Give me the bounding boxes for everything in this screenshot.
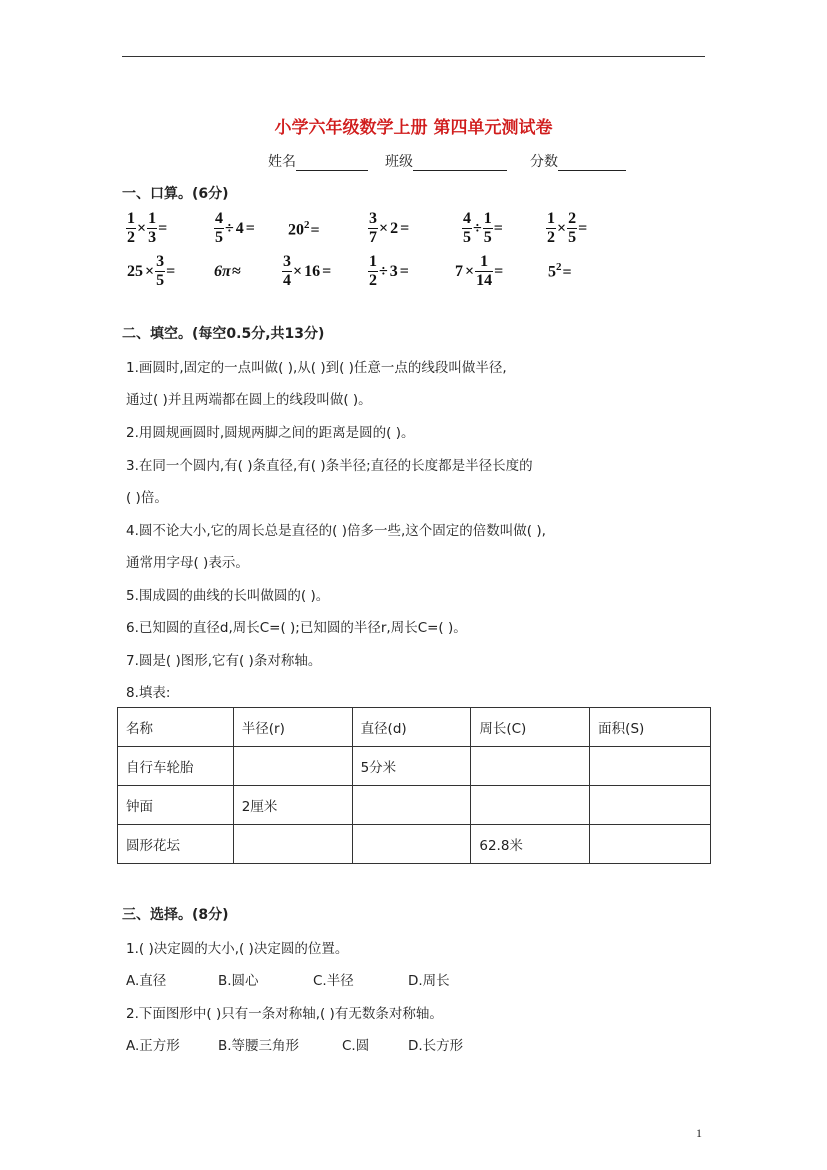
fill-line-6: 4.圆不论大小,它的周长总是直径的( )倍多一些,这个固定的倍数叫做( ),	[126, 523, 546, 539]
choice-q1-option-c: C.半径	[313, 973, 354, 989]
name-label: 姓名	[268, 154, 296, 170]
fill-line-11: 8.填表:	[126, 685, 171, 701]
class-blank	[413, 156, 507, 171]
table-header-row	[118, 708, 711, 747]
calc-1-6: $\frac{1}{2}$ × $\frac{2}{5}$ =	[547, 210, 588, 246]
table-row	[118, 825, 711, 864]
table-row	[118, 786, 711, 825]
choice-q2: 2.下面图形中( )只有一条对称轴,( )有无数条对称轴。	[126, 1006, 443, 1022]
choice-q2-option-b: B.等腰三角形	[218, 1038, 300, 1054]
calc-1-2: $\frac{4}{5}$ ÷ 4 =	[215, 210, 255, 246]
fill-line-8: 5.围成圆的曲线的长叫做圆的( )。	[126, 588, 330, 604]
calc-2-4: $\frac{1}{2}$ ÷ 3 =	[369, 253, 409, 289]
table-cell: 2厘米	[233, 786, 352, 825]
choice-q1: 1.( )决定圆的大小,( )决定圆的位置。	[126, 941, 349, 957]
choice-q2-option-c: C.圆	[342, 1038, 370, 1054]
circle-table	[117, 707, 711, 864]
section1-heading: 一、口算。(6分)	[122, 186, 229, 202]
table-cell	[233, 747, 352, 786]
score-blank	[558, 156, 626, 171]
table-cell	[471, 747, 590, 786]
table-cell	[233, 825, 352, 864]
table-header-cell: 半径(r)	[233, 708, 352, 747]
table-cell	[471, 786, 590, 825]
fill-line-9: 6.已知圆的直径d,周长C=( );已知圆的半径r,周长C=( )。	[126, 620, 467, 636]
fill-line-4: 3.在同一个圆内,有( )条直径,有( )条半径;直径的长度都是半径长度的	[126, 458, 533, 474]
choice-q2-option-a: A.正方形	[126, 1038, 180, 1054]
fill-line-5: ( )倍。	[126, 490, 168, 506]
score-label: 分数	[530, 154, 558, 170]
table-header-cell: 面积(S)	[590, 708, 711, 747]
calc-2-3: $\frac{3}{4}$ × 16 =	[283, 253, 332, 289]
table-cell: 5分米	[352, 747, 471, 786]
calc-2-2: 6π≈	[214, 263, 241, 281]
section2-heading: 二、填空。(每空0.5分,共13分)	[122, 326, 325, 342]
table-cell	[352, 825, 471, 864]
calc-1-3: $20^2=$	[288, 219, 320, 239]
table-cell	[590, 825, 711, 864]
table-header-cell: 周长(C)	[471, 708, 590, 747]
section3-heading: 三、选择。(8分)	[122, 907, 229, 923]
fill-line-3: 2.用圆规画圆时,圆规两脚之间的距离是圆的( )。	[126, 425, 415, 441]
calc-1-4: $\frac{3}{7}$ × 2 =	[369, 210, 410, 246]
class-field	[385, 151, 507, 171]
table-row	[118, 747, 711, 786]
table-cell	[590, 786, 711, 825]
calc-2-6: $5^2=$	[548, 261, 572, 281]
fill-line-7: 通常用字母( )表示。	[126, 555, 249, 571]
table-cell	[590, 747, 711, 786]
class-label: 班级	[385, 154, 413, 170]
score-field	[530, 151, 626, 171]
table-header-cell: 直径(d)	[352, 708, 471, 747]
calc-1-5: $\frac{4}{5}$ ÷ $\frac{1}{5}$ =	[463, 210, 503, 246]
choice-q1-option-d: D.周长	[408, 973, 450, 989]
calc-1-1: $\frac{1}{2}$ × $\frac{1}{3}$ =	[127, 210, 168, 246]
choice-q2-option-d: D.长方形	[408, 1038, 464, 1054]
page-title: 小学六年级数学上册 第四单元测试卷	[274, 118, 553, 138]
name-blank	[296, 156, 368, 171]
page-number: 1	[696, 1126, 702, 1140]
table-cell	[352, 786, 471, 825]
calc-2-5: 7 × $\frac{1}{14}$ =	[455, 253, 504, 289]
choice-q1-option-a: A.直径	[126, 973, 167, 989]
table-cell: 62.8米	[471, 825, 590, 864]
table-header-cell: 名称	[118, 708, 234, 747]
table-cell: 钟面	[118, 786, 234, 825]
fill-line-1: 1.画圆时,固定的一点叫做( ),从( )到( )任意一点的线段叫做半径,	[126, 360, 507, 376]
table-cell: 圆形花坛	[118, 825, 234, 864]
table-cell: 自行车轮胎	[118, 747, 234, 786]
calc-2-1: 25 × $\frac{3}{5}$ =	[127, 253, 176, 289]
header-rule	[122, 56, 705, 57]
name-field	[268, 151, 368, 171]
fill-line-2: 通过( )并且两端都在圆上的线段叫做( )。	[126, 392, 372, 408]
fill-line-10: 7.圆是( )图形,它有( )条对称轴。	[126, 653, 322, 669]
choice-q1-option-b: B.圆心	[218, 973, 259, 989]
